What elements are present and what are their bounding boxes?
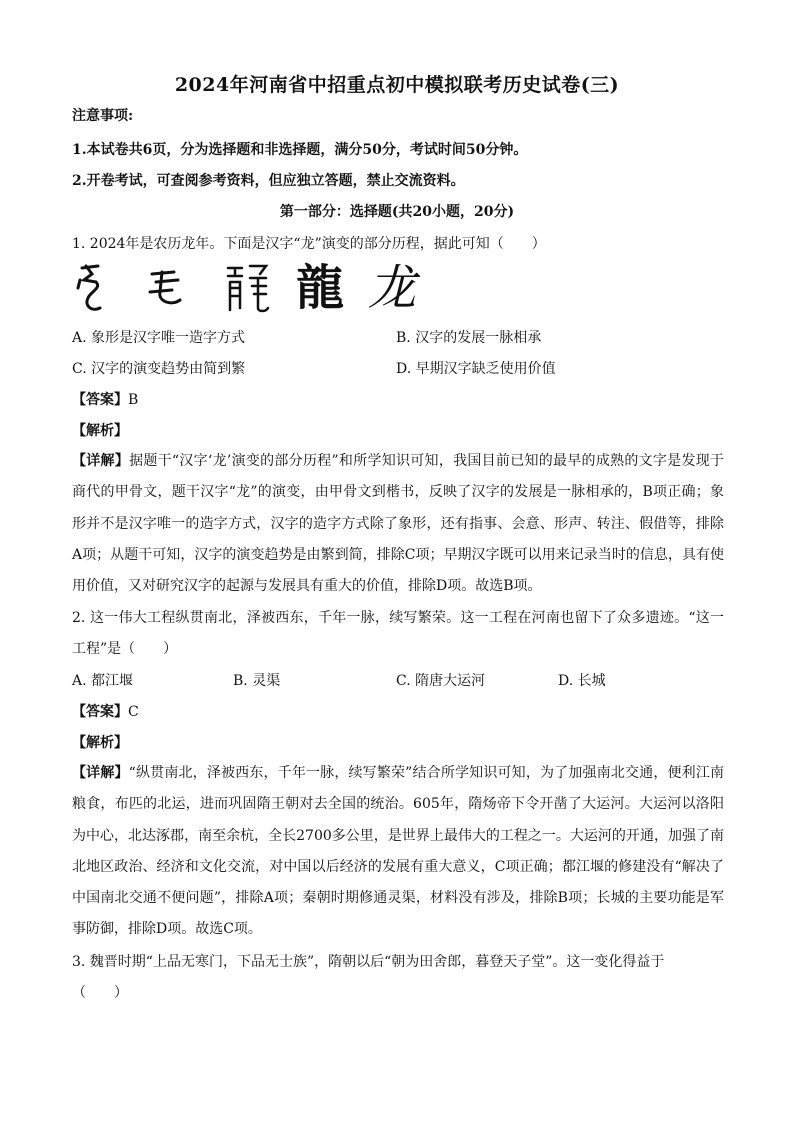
q2-detail-tag: 【详解】 <box>72 765 129 781</box>
q2-detail <box>72 758 724 946</box>
q1-option-c[interactable]: C. 汉字的演变趋势由简到繁 <box>72 361 246 377</box>
q2-option-b[interactable]: B. 灵渠 <box>233 673 281 689</box>
page-title: 2024年河南省中招重点初中模拟联考历史试卷(三) <box>174 74 620 96</box>
section-title: 第一部分：选择题(共20小题，20分) <box>279 204 515 220</box>
kaishu-dragon-glyph: 龍 <box>296 260 345 316</box>
notice-item-1: 1.本试卷共6页，分为选择题和非选择题，满分50分，考试时间50分钟。 <box>72 142 528 158</box>
oracle-bone-dragon-glyph <box>72 258 112 318</box>
q2-option-d[interactable]: D. 长城 <box>558 673 606 689</box>
q2-answer: C <box>128 704 139 720</box>
q3-answer-paren: （ ） <box>72 985 128 1001</box>
q1-detail <box>72 446 724 602</box>
q1-detail-text: 据题干“汉字‘龙’演变的部分历程”和所学知识可知，我国目前已知的最早的成熟的文字是发现于商代的甲骨文，题干汉字“龙”的演变，由甲骨文到楷书，反映了汉字的发展是一脉相承的，B项正确；象形并不是汉字唯一的造字方式，汉字的造字方式除了象形，还有指事、会意、形声、转注、假借等，排除A项；从题干可知，汉字的演变趋势是由繁到简，排除C项；早期汉字既可以用来记录当时的信息，具有使用价值，又对研究汉字的起源与发展具有重大的价值，排除D项。故选B项。 <box>72 453 724 595</box>
q1-option-a[interactable]: A. 象形是汉字唯一造字方式 <box>72 330 246 346</box>
q2-answer-line <box>72 702 722 722</box>
q1-stem: 1. 2024年是农历龙年。下面是汉字“龙”演变的部分历程，据此可知（ ） <box>72 236 546 252</box>
simplified-dragon-glyph: 龙 <box>368 260 417 316</box>
seal-dragon-glyph <box>222 258 272 318</box>
q1-answer-tag: 【答案】 <box>72 392 128 408</box>
q1-option-b[interactable]: B. 汉字的发展一脉相承 <box>396 330 542 346</box>
q1-analysis-tag: 【解析】 <box>72 423 128 439</box>
q1-answer: B <box>128 392 139 408</box>
q3-stem: 3. 魏晋时期“上品无寒门，下品无士族”，隋朝以后“朝为田舍郎，暮登天子堂”。这一变化得益于 <box>72 954 665 970</box>
q2-option-c[interactable]: C. 隋唐大运河 <box>396 673 486 689</box>
q1-answer-line <box>72 390 722 410</box>
q2-stem: 2. 这一伟大工程纵贯南北，泽被西东，千年一脉，续写繁荣。这一工程在河南也留下了众多遗迹。“这一工程”是（ ） <box>72 610 724 658</box>
notice-item-2: 2.开卷考试，可查阅参考资料，但应独立答题，禁止交流资料。 <box>72 173 465 189</box>
q1-detail-tag: 【详解】 <box>72 453 130 469</box>
q2-analysis-tag: 【解析】 <box>72 735 128 751</box>
q1-option-d[interactable]: D. 早期汉字缺乏使用价值 <box>396 361 556 377</box>
q2-detail-text: “纵贯南北，泽被西东，千年一脉，续写繁荣”结合所学知识可知，为了加强南北交通，便利江南粮食，布匹的北运，进而巩固隋王朝对去全国的统治。605年，隋炀帝下令开凿了大运河。大运河以洛阳为中心，北达涿郡，南至余杭，全长2700多公里，是世界上最伟大的工程之一。大运河的开通，加强了南北地区政治、经济和文化交流，对中国以后经济的发展有重大意义，C项正确；都江堰的修建没有“解决了中国南北交通不便问题”，排除A项；秦朝时期修通灵渠，材料没有涉及，排除B项；长城的主要功能是军事防御，排除D项。故选C项。 <box>72 765 725 938</box>
bronze-dragon-glyph <box>144 258 188 318</box>
dragon-evolution-figure <box>72 258 432 318</box>
notice-heading: 注意事项: <box>72 108 134 124</box>
q2-answer-tag: 【答案】 <box>72 704 128 720</box>
q2-option-a[interactable]: A. 都江堰 <box>72 673 134 689</box>
